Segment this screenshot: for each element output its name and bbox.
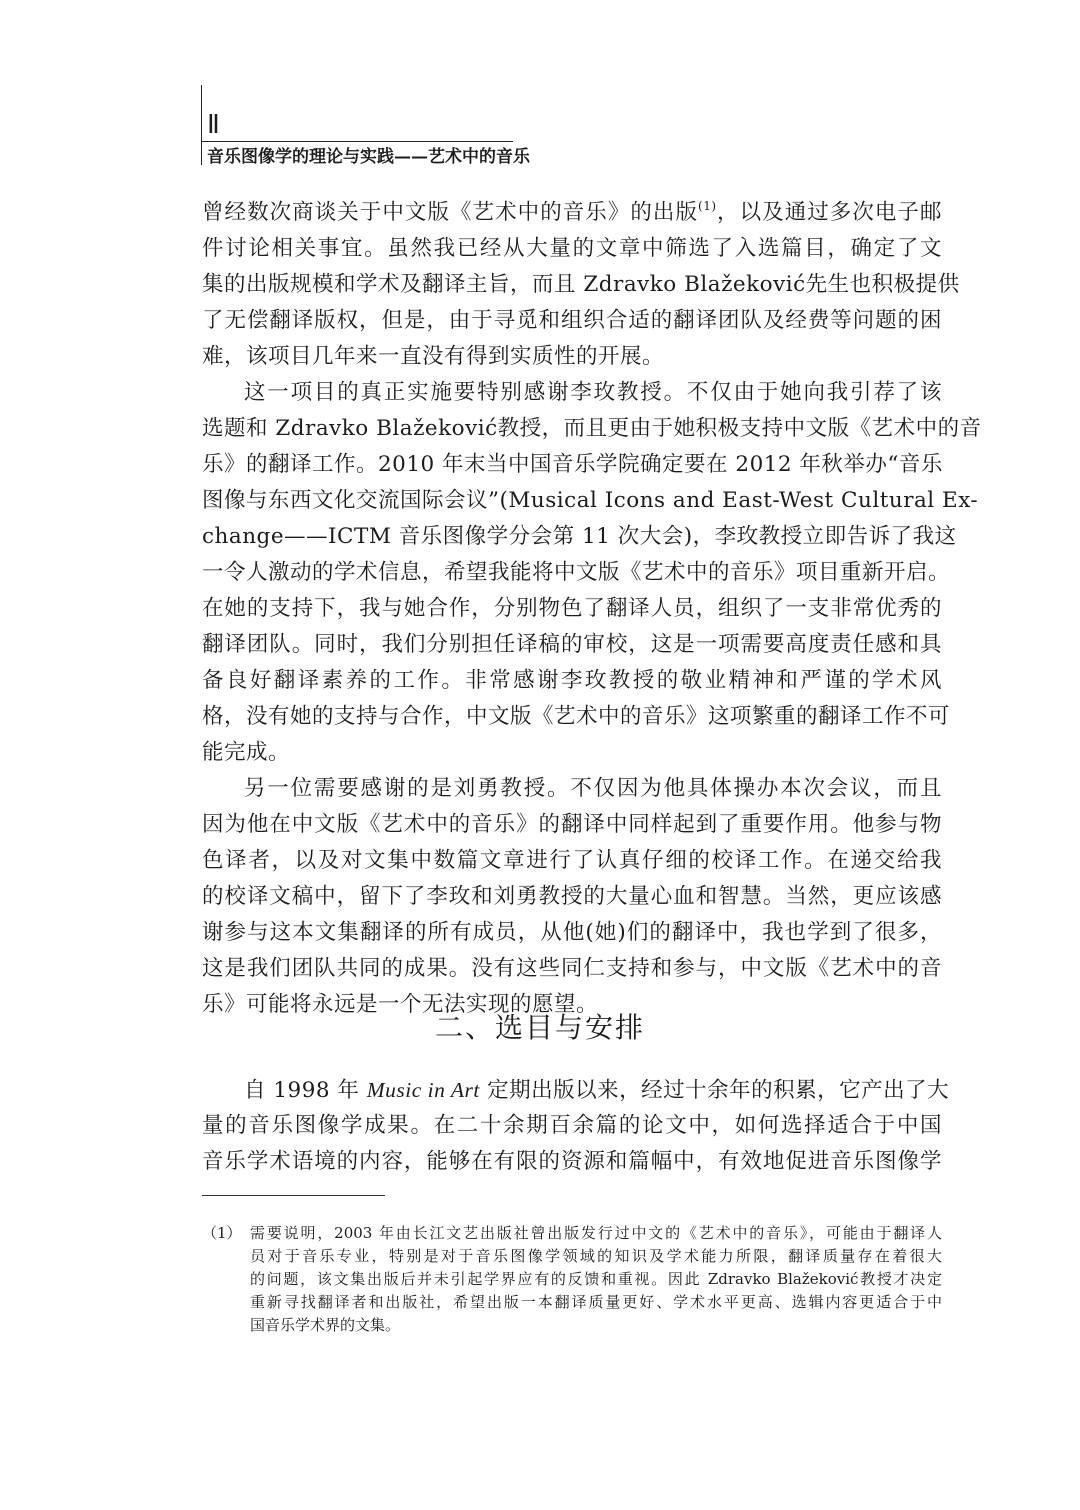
body-text-section-2 <box>202 1072 950 1180</box>
footnote-reference[interactable]: (1) <box>698 199 717 213</box>
footnote-line: 需要说明，2003 年由长江文艺出版社曾出版发行过中文的《艺术中的音乐》，可能由于翻译人 <box>250 1224 942 1242</box>
paragraph-2-line: 选题和 Zdravko Blažeković教授，而且更由于她积极支持中文版《艺术中的音 <box>202 416 982 441</box>
section-heading: 二、选目与安排 <box>434 1011 645 1044</box>
paragraph-1-line: 件讨论相关事宜。虽然我已经从大量的文章中筛选了入选篇目，确定了文 <box>202 236 942 261</box>
body-text <box>202 195 982 1023</box>
header-vertical-rule <box>201 85 202 165</box>
footnote-separator <box>202 1195 385 1196</box>
running-title: 音乐图像学的理论与实践——艺术中的音乐 <box>207 147 530 167</box>
paragraph-3-line: 色译者，以及对文集中数篇文章进行了认真仔细的校译工作。在递交给我 <box>202 848 942 873</box>
paragraph-3-line: 谢参与这本文集翻译的所有成员，从他(她)们的翻译中，我也学到了很多， <box>202 920 942 945</box>
paragraph-2-line: 能完成。 <box>202 740 291 765</box>
paragraph-4-line-1: 自 1998 年 Music in Art 定期出版以来，经过十余年的积累，它产出了大 <box>244 1078 950 1103</box>
paragraph-3-line: 的校译文稿中，留下了李玫和刘勇教授的大量心血和智慧。当然，更应该感 <box>202 884 942 909</box>
footnote-text <box>250 1222 942 1337</box>
paragraph-2-line: 乐》的翻译工作。2010 年末当中国音乐学院确定要在 2012 年秋举办“音乐 <box>202 452 943 477</box>
paragraph-1-line: 集的出版规模和学术及翻译主旨，而且 Zdravko Blažeković先生也积极提供 <box>202 272 960 297</box>
paragraph-2-line: 在她的支持下，我与她合作，分别物色了翻译人员，组织了一支非常优秀的 <box>202 596 942 621</box>
paragraph-1-line: 了无偿翻译版权，但是，由于寻觅和组织合适的翻译团队及经费等问题的困 <box>202 308 942 333</box>
journal-title: Music in Art <box>366 1078 480 1102</box>
footnote-line: 国音乐学术界的文集。 <box>250 1316 401 1334</box>
paragraph-3-line: 乐》可能将永远是一个无法实现的愿望。 <box>202 992 599 1017</box>
footnote-mark: （1） <box>202 1224 242 1242</box>
footnote-line: 员对于音乐专业，特别是对于音乐图像学领域的知识及学术能力所限，翻译质量存在着很大 <box>250 1247 942 1265</box>
header-horizontal-rule <box>201 141 513 142</box>
paragraph-4-line: 音乐学术语境的内容，能够在有限的资源和篇幅中，有效地促进音乐图像学 <box>202 1149 942 1174</box>
paragraph-4-line: 量的音乐图像学成果。在二十余期百余篇的论文中，如何选择适合于中国 <box>202 1113 942 1138</box>
paragraph-2-line: 一令人激动的学术信息，希望我能将中文版《艺术中的音乐》项目重新开启。 <box>202 560 951 585</box>
paragraph-3-line: 因为他在中文版《艺术中的音乐》的翻译中同样起到了重要作用。他参与物 <box>202 812 942 837</box>
paragraph-2-line: 这一项目的真正实施要特别感谢李玫教授。不仅由于她向我引荐了该 <box>244 380 942 405</box>
paragraph-1-line-1: 曾经数次商谈关于中文版《艺术中的音乐》的出版$^{(1)}$，以及通过多次电子邮 <box>202 199 942 225</box>
paragraph-1-line: 难，该项目几年来一直没有得到实质性的开展。 <box>202 344 665 369</box>
paragraph-3-line: 另一位需要感谢的是刘勇教授。不仅因为他具体操办本次会议，而且 <box>244 776 942 801</box>
footnote-line: 重新寻找翻译者和出版社，希望出版一本翻译质量更好、学术水平更高、选辑内容更适合于中 <box>250 1293 942 1311</box>
footnote-line: 的问题，该文集出版后并未引起学界应有的反馈和重视。因此 Zdravko Blažeković教授才决定 <box>250 1270 942 1288</box>
page-number: Ⅱ <box>207 110 219 139</box>
paragraph-2-line: 备良好翻译素养的工作。非常感谢李玫教授的敬业精神和严谨的学术风 <box>202 668 942 693</box>
paragraph-3-line: 这是我们团队共同的成果。没有这些同仁支持和参与，中文版《艺术中的音 <box>202 956 942 981</box>
paragraph-2-line: 格，没有她的支持与合作，中文版《艺术中的音乐》这项繁重的翻译工作不可 <box>202 704 951 729</box>
paragraph-2-line: change——ICTM 音乐图像学分会第 11 次大会)，李玫教授立即告诉了我这 <box>202 524 957 549</box>
paragraph-2-line: 翻译团队。同时，我们分别担任译稿的审校，这是一项需要高度责任感和具 <box>202 632 942 657</box>
paragraph-2-line: 图像与东西文化交流国际会议”(Musical Icons and East-West Cultural Ex- <box>202 488 979 513</box>
